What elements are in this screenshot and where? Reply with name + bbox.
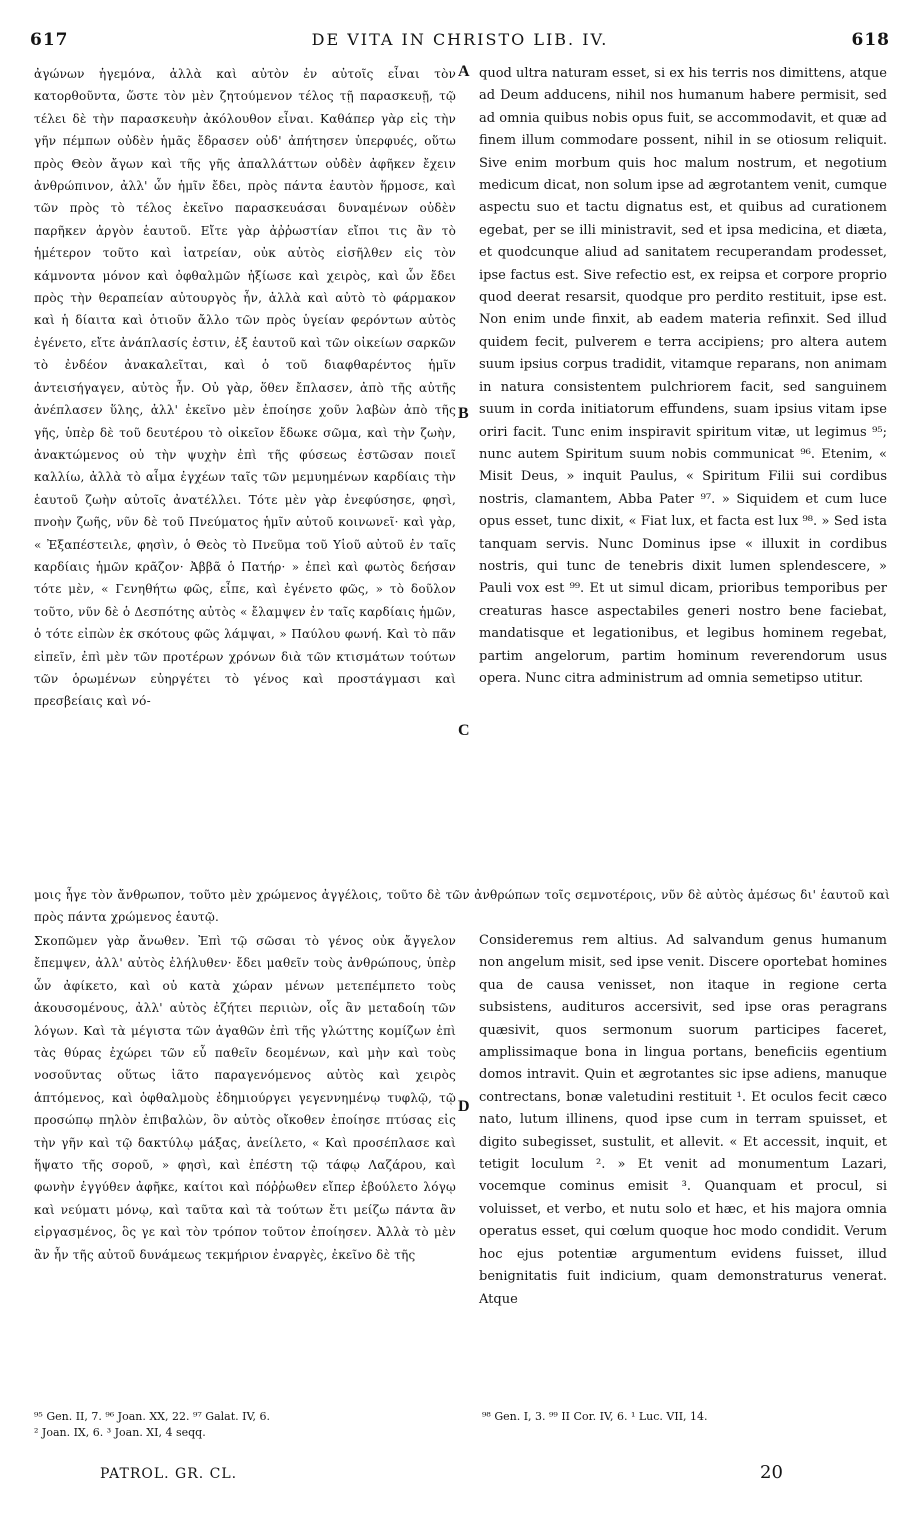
page-number-right: 618 [851,30,890,50]
greek-full-width-line: μοις ἦγε τὸν ἄνθρωπον, τοῦτο μὲν χρώμενος ἀγγέλοις, τοῦτο δὲ τῶν ἀνθρώπων τοῖς σεμνοτέροις, νῦν δὲ αὐτὸς ἀμέσως δι' ἑαυτοῦ καὶ πρὸς πάντα χρώμενος ἑαυτῷ. [34,888,890,925]
latin-column-upper: quod ultra naturam esset, si ex his terris nos dimittens, atque ad Deum adducens, nihil nos humanum habere permisit, sed ad omnia quibus nobis opus fuit, se accommodavit, et quæ ad finem illum commodare possent, nihil in se otiosum reliquit. Sive enim morbum quis hoc malum nostrum, et negotium medicum dicat, non solum ipse ad ægrotantem venit, cumque aspectu suo et tactu dignatus est, et quibus ad curationem egebat, per se illi ministravit, sed et ipsa medicina, et diæta, et quodcunque aliud ad sanitatem recuperandam prodesset, ipse factus est. Sive refectio est, ex reipsa et corpore proprio quod deerat resarsit, quodque pro perdito restituit, ipse est. Non enim unde finxit, ab eadem materia refinxit. Sed illud quidem fecit, pulverem e terra accipiens; pro altera autem suum ipsius corpus tradidit, vitamque reparans, non animam in natura consistentem pulchriorem facit, sed sanguinem suum in corda initiatorum effundens, suam ipsius vitam ipse oriri facit. Tunc enim inspiravit spiritum vitæ, ut legimus ⁹⁵; nunc autem Spiritum suum nobis communicat ⁹⁶. Etenim, « Misit Deus, » inquit Paulus, « Spiritum Filii sui cordibus nostris, clamantem, Abba Pater ⁹⁷. » Siquidem et cum luce opus esset, tunc dixit, « Fiat lux, et facta est lux ⁹⁸. » Sed ista tanquam servis. Nunc Dominus ipse « illuxit in cordibus nostris, qui tunc de tenebris dixit lumen splendescere, » Pauli vox est ⁹⁹. Et ut simul dicam, prioribus temporibus per creaturas hasce aspectabiles generi nostro bene faciebat, mandatisque et legationibus, et legibus hominem regebat, partim angelorum, partim hominum reverendorum usus opera. Nunc citra administrum ad omnia semetipso utitur. [479,66,887,686]
latin-column-lower: Consideremus rem altius. Ad salvandum genus humanum non angelum misit, sed ipse venit. Discere oportebat homines qua de causa venisset, non itaque in regione certa subsistens, audituros accersivit, sed ipse oras peragrans quæsivit, quos sermonum suorum participes faceret, amplissimaque bona in lingua portans, beneficiis egentium domos intravit. Quin et ægrotantes sic ipse adiens, manuque contrectans, bonæ valetudini restituit ¹. Et oculos fecit cæco nato, lutum illinens, quod ipse cum in terram spuisset, et digito subegisset, sustulit, et allevit. « Et accessit, inquit, et tetigit loculum ². » Et venit ad monumentum Lazari, vocemque cominus emisit ³. Quanquam et procul, si voluisset, et verbo, et nutu solo et hæc, et his majora omnia operatus esset, qui cœlum quoque hoc modo condidit. Verum hoc ejus potentiæ argumentum evidens fuisset, illud benignitatis fuit indicium, quam demonstraturus venerat. Atque [479,933,887,1307]
footnotes-right-line-1: ⁹⁸ Gen. I, 3. ⁹⁹ II Cor. IV, 6. ¹ Luc. VII, 14. [482,1410,708,1423]
greek-column-upper: ἀγώνων ἡγεμόνα, ἀλλὰ καὶ αὐτὸν ἐν αὐτοῖς εἶναι τὸν κατορθοῦντα, ὥστε τὸν μὲν ζητούμενον τέλος τῇ παρασκευῇ, τῷ τέλει δὲ τὴν παρασκευὴν ἀκόλουθον εἶναι. Καθάπερ γὰρ εἰς τὴν γῆν πέμπων οὐδὲν ἡμᾶς ἔδρασεν οὐδ' ἀπήτησεν ὑπερφυές, οὕτω πρὸς Θεὸν ἄγων καὶ τῆς γῆς ἀπαλλάττων οὐδὲν ἀφῆκεν ἔχειν ἀνθρώπινον, ἀλλ' ὧν ἡμῖν ἔδει, πρὸς πάντα ἑαυτὸν ἥρμοσε, καὶ τῶν πρὸς τὸ τέλος ἐκεῖνο παρασκευάσαι δυναμένων οὐδὲν παρῆκεν ἀργὸν ἑαυτοῦ. Εἴτε γὰρ ἀῤῥωστίαν εἴποι τις ἂν τὸ ἡμέτερον τοῦτο καὶ ἰατρείαν, οὐκ αὐτὸς εἰσῆλθεν εἰς τὸν κάμνοντα μόνον καὶ ὀφθαλμῶν ἠξίωσε καὶ χειρὸς, καὶ ὧν ἔδει πρὸς τὴν θεραπείαν αὐτουργὸς ἦν, ἀλλὰ καὶ αὐτὸ τὸ φάρμακον καὶ ἡ δίαιτα καὶ ὁτιοῦν ἄλλο τῶν πρὸς ὑγείαν φερόντων αὐτὸς ἐγένετο, εἴτε ἀνάπλασίς ἐστιν, ἐξ ἑαυτοῦ καὶ τῶν οἰκείων σαρκῶν τὸ ἐνδέον ἀνακαλεῖται, καὶ ὁ τοῦ διαφθαρέντος ἡμῖν ἀντεισήγαγεν, αὐτὸς ἦν. Οὐ γὰρ, ὅθεν ἔπλασεν, ἀπὸ τῆς αὐτῆς ἀνέπλασεν ὕλης, ἀλλ' ἐκεῖνο μὲν ἐποίησε χοῦν λαβὼν ἀπὸ τῆς γῆς, ὑπὲρ δὲ τοῦ δευτέρου τὸ οἰκεῖον ἔδωκε σῶμα, καὶ τὴν ζωὴν, ἀνακτώμενος οὐ τὴν ψυχὴν ἐπὶ τῆς φύσεως ἐστῶσαν ποιεῖ καλλίω, ἀλλὰ τὸ αἷμα ἐγχέων ταῖς τῶν μεμυημένων καρδίαις τὴν ἑαυτοῦ ζωὴν αὐτοῖς ἀνατέλλει. Τότε μὲν γὰρ ἐνεφύσησε, φησὶ, πνοὴν ζωῆς, νῦν δὲ τοῦ Πνεύματος ἡμῖν αὐτοῦ κοινωνεῖ· καὶ γὰρ, « Ἐξαπέστειλε, φησὶν, ὁ Θεὸς τὸ Πνεῦμα τοῦ Υἱοῦ αὐτοῦ ἐν ταῖς καρδίαις ἡμῶν κρᾶζον· Ἀββᾶ ὁ Πατήρ· » ἐπεὶ καὶ φωτὸς δεήσαν τότε μὲν, « Γενηθήτω φῶς, εἶπε, καὶ ἐγένετο φῶς, » τὸ δοῦλον τοῦτο, νῦν δὲ ὁ Δεσπότης αὐτὸς « ἔλαμψεν ἐν ταῖς καρδίαις ἡμῶν, ὁ τότε εἰπὼν ἐκ σκότους φῶς λάμψαι, » Παύλου φωνή. Καὶ τὸ πᾶν εἰπεῖν, ἐπὶ μὲν τῶν προτέρων χρόνων διὰ τῶν κτισμάτων τούτων τῶν ὁρωμένων εὐηργέτει τὸ γένος καὶ προστάγμασι καὶ πρεσβείαις καὶ νό- [34,67,456,709]
page-number-left: 617 [30,30,69,50]
margin-letter-c: C [458,722,470,739]
footnotes-left-line-2: ² Joan. IX, 6. ³ Joan. XI, 4 seqq. [34,1426,206,1439]
sheet-number: 20 [760,1462,783,1483]
running-title: DE VITA IN CHRISTO LIB. IV. [311,30,609,49]
footnotes-left-line-1: ⁹⁵ Gen. II, 7. ⁹⁶ Joan. XX, 22. ⁹⁷ Galat. IV, 6. [34,1410,271,1423]
margin-letter-a: A [458,63,470,80]
greek-column-lower: Σκοπῶμεν γὰρ ἄνωθεν. Ἐπὶ τῷ σῶσαι τὸ γένος οὐκ ἄγγελον ἔπεμψεν, ἀλλ' αὐτὸς ἐλήλυθεν· ἔδει μαθεῖν τοὺς ἀνθρώπους, ὑπὲρ ὧν ἀφίκετο, καὶ οὐ κατὰ χώραν μένων μετεπέμπετο τοὺς ἀκουσομένους, ἀλλ' αὐτὸς ἐζήτει περιιὼν, οἷς ἂν μεταδοίη τῶν λόγων. Καὶ τὰ μέγιστα τῶν ἀγαθῶν ἐπὶ τῆς γλώττης κομίζων ἐπὶ τὰς θύρας ἐχώρει τῶν εὖ παθεῖν δεομένων, καὶ μὴν καὶ τοὺς νοσοῦντας οὕτως ἰᾶτο παραγενόμενος αὐτὸς καὶ χειρὸς ἁπτόμενος, καὶ ὀφθαλμοὺς ἐδημιούργει γεγεννημένῳ τυφλῷ, τῷ προσώπῳ πηλὸν ἐπιβαλὼν, ὃν αὐτὸς οἴκοθεν ἐποίησε πτύσας εἰς τὴν γῆν καὶ τῷ δακτύλῳ μάξας, ἀνείλετο, « Καὶ προσέπλασε καὶ ἥψατο τῆς σοροῦ, » φησὶ, καὶ ἐπέστη τῷ τάφῳ Λαζάρου, καὶ φωνὴν ἐγγύθεν ἀφῆκε, καίτοι καὶ πόῤῥωθεν εἴπερ ἐβούλετο λόγῳ καὶ νεύματι μόνῳ, καὶ ταῦτα καὶ τὰ τούτων ἔτι μείζω πάντα ἂν εἰργασμένος, ὃς γε καὶ τὸν τρόπον τοῦτον ἐποίησεν. Ἀλλὰ τὸ μὲν ἂν ἦν τῆς αὐτοῦ δυνάμεως τεκμήριον ἐναργὲς, ἐκεῖνο δὲ τῆς [34,934,456,1262]
margin-letter-b: B [458,405,469,422]
signature-mark: PATROL. GR. CL. [100,1466,238,1482]
margin-letter-d: D [458,1098,470,1115]
running-header [30,30,890,58]
